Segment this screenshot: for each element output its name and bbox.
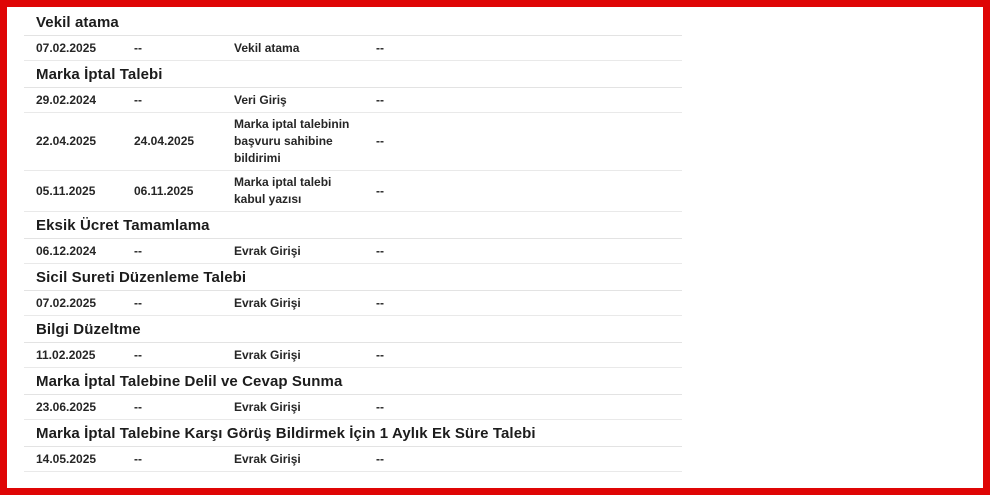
- cell-date2: --: [134, 399, 142, 414]
- cell-note: --: [376, 40, 384, 55]
- table-row: [24, 239, 682, 264]
- cell-date1: 29.02.2024: [36, 92, 97, 107]
- cell-date1: 23.06.2025: [36, 399, 97, 414]
- cell-note: --: [376, 92, 384, 107]
- section-title: Marka İptal Talebine Delil ve Cevap Sunma: [24, 368, 682, 395]
- cell-date2: --: [134, 92, 142, 107]
- cell-date1: 22.04.2025: [36, 134, 97, 148]
- cell-note: --: [376, 451, 384, 466]
- cell-date1: 05.11.2025: [36, 183, 96, 198]
- process-history-table: [24, 9, 682, 472]
- cell-description: Evrak Girişi: [234, 243, 301, 258]
- cell-date1: 06.12.2024: [36, 243, 97, 258]
- cell-description: Vekil atama: [234, 40, 300, 55]
- table-row: [24, 171, 682, 212]
- cell-date2: --: [134, 451, 142, 466]
- cell-date1: 07.02.2025: [36, 295, 97, 310]
- section-title: Marka İptal Talebi: [24, 61, 682, 88]
- cell-note: --: [376, 183, 384, 198]
- section-title: Vekil atama: [24, 9, 682, 36]
- table-row: [24, 113, 682, 171]
- cell-date2: --: [134, 347, 142, 362]
- cell-date2: 24.04.2025: [134, 134, 195, 148]
- cell-date1: 11.02.2025: [36, 347, 96, 362]
- cell-date2: --: [134, 295, 142, 310]
- section-title: Sicil Sureti Düzenleme Talebi: [24, 264, 682, 291]
- cell-description: Evrak Girişi: [234, 451, 301, 466]
- table-row: [24, 447, 682, 472]
- cell-note: --: [376, 134, 384, 148]
- table-row: [24, 395, 682, 420]
- cell-description: Evrak Girişi: [234, 399, 301, 414]
- table-row: [24, 343, 682, 368]
- cell-description: Marka iptal talebi kabul yazısı: [234, 175, 332, 206]
- cell-date1: 14.05.2025: [36, 451, 97, 466]
- table-row: [24, 291, 682, 316]
- cell-date2: 06.11.2025: [134, 183, 194, 198]
- cell-date1: 07.02.2025: [36, 40, 97, 55]
- cell-description: Marka iptal talebinin başvuru sahibine bildirimi: [234, 117, 350, 165]
- section-title: Bilgi Düzeltme: [24, 316, 682, 343]
- cell-note: --: [376, 399, 384, 414]
- table-row: [24, 36, 682, 61]
- cell-description: Evrak Girişi: [234, 295, 301, 310]
- cell-note: --: [376, 347, 384, 362]
- section-title: Marka İptal Talebine Karşı Görüş Bildirmek İçin 1 Aylık Ek Süre Talebi: [24, 420, 682, 447]
- cell-date2: --: [134, 40, 142, 55]
- cell-date2: --: [134, 243, 142, 258]
- cell-note: --: [376, 295, 384, 310]
- table-row: [24, 88, 682, 113]
- cell-description: Veri Giriş: [234, 92, 287, 107]
- cell-description: Evrak Girişi: [234, 347, 301, 362]
- section-title: Eksik Ücret Tamamlama: [24, 212, 682, 239]
- cell-note: --: [376, 243, 384, 258]
